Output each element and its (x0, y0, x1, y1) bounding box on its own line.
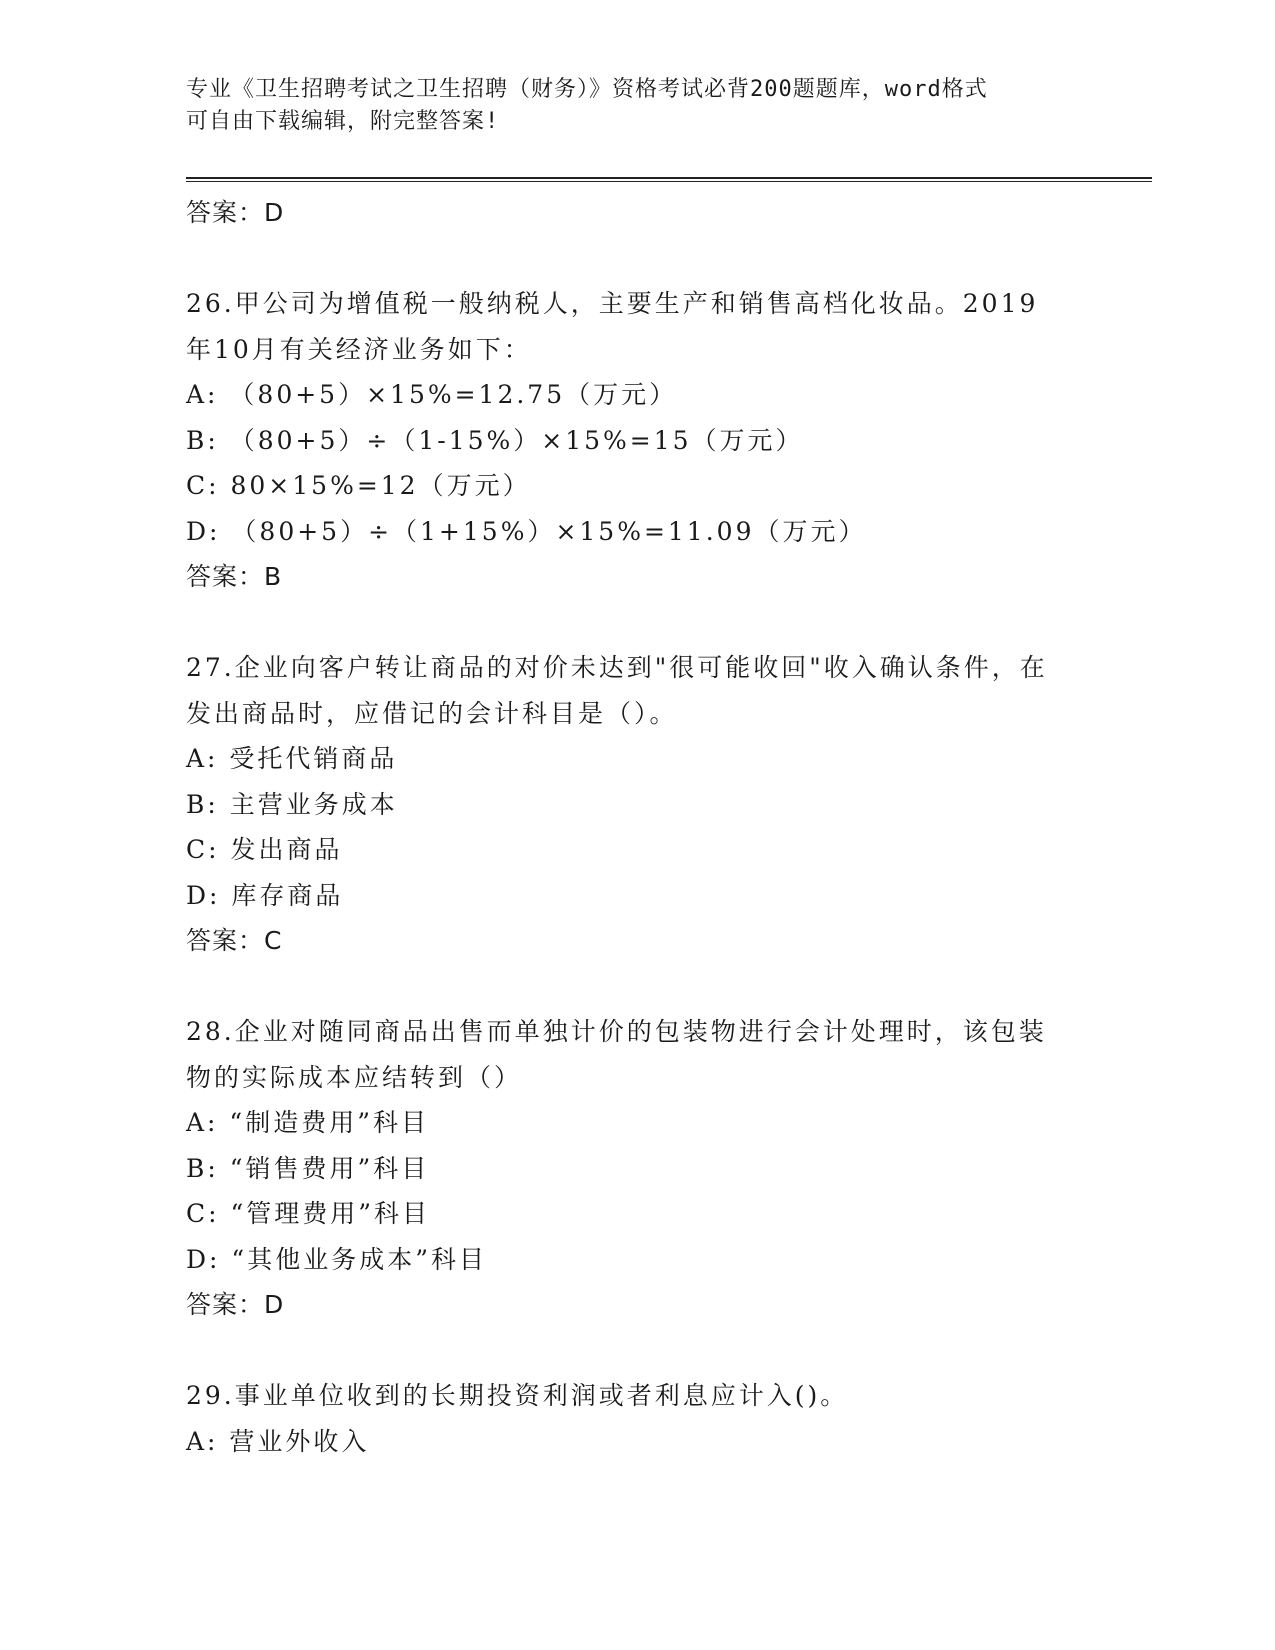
question-block (186, 1009, 1086, 1328)
spacer (186, 600, 1086, 646)
question-list (186, 190, 1086, 1464)
question-block (186, 1373, 1086, 1464)
option-c: C: “管理费用”科目 (186, 1199, 431, 1228)
question-block (186, 645, 1086, 964)
answer-line: 答案：D (186, 198, 285, 227)
answer-line: 答案：B (186, 562, 283, 591)
option-a: A: 营业外收入 (186, 1426, 370, 1456)
question-stem: 27.企业向客户转让商品的对价未达到"很可能收回"收入确认条件，在 (186, 653, 1048, 682)
option-c: C: 发出商品 (186, 835, 343, 864)
page-header (186, 74, 1086, 138)
option-d: D: 库存商品 (186, 880, 344, 910)
spacer (186, 1328, 1086, 1374)
option-a: A: “制造费用”科目 (186, 1108, 429, 1137)
spacer (186, 964, 1086, 1010)
header-line-1: 专业《卫生招聘考试之卫生招聘（财务）》资格考试必背200题题库，word格式 (186, 77, 988, 102)
header-divider (186, 177, 1152, 182)
option-b: B: 主营业务成本 (186, 789, 398, 819)
answer-line: 答案：D (186, 1290, 285, 1319)
option-d: D: （80+5）÷（1+15%）×15%=11.09（万元） (186, 516, 867, 546)
option-d: D: “其他业务成本”科目 (186, 1244, 487, 1274)
header-line-2: 可自由下载编辑，附完整答案! (186, 109, 500, 134)
answer-line: 答案：C (186, 926, 283, 955)
option-b: B: （80+5）÷（1-15%）×15%=15（万元） (186, 425, 804, 455)
option-a: A: （80+5）×15%=12.75（万元） (186, 380, 678, 409)
question-stem: 物的实际成本应结转到（） (186, 1062, 523, 1092)
question-stem: 发出商品时，应借记的会计科目是（）。 (186, 698, 678, 728)
option-a: A: 受托代销商品 (186, 744, 398, 773)
question-stem: 年10月有关经济业务如下： (186, 334, 532, 364)
question-block (186, 281, 1086, 600)
question-stem: 29.事业单位收到的长期投资利润或者利息应计入()。 (186, 1381, 849, 1410)
option-c: C: 80×15%=12（万元） (186, 471, 531, 500)
question-stem: 26.甲公司为增值税一般纳税人，主要生产和销售高档化妆品。2019 (186, 289, 1039, 318)
question-stem: 28.企业对随同商品出售而单独计价的包装物进行会计处理时，该包装 (186, 1017, 1047, 1046)
option-b: B: “销售费用”科目 (186, 1153, 430, 1183)
spacer (186, 236, 1086, 282)
